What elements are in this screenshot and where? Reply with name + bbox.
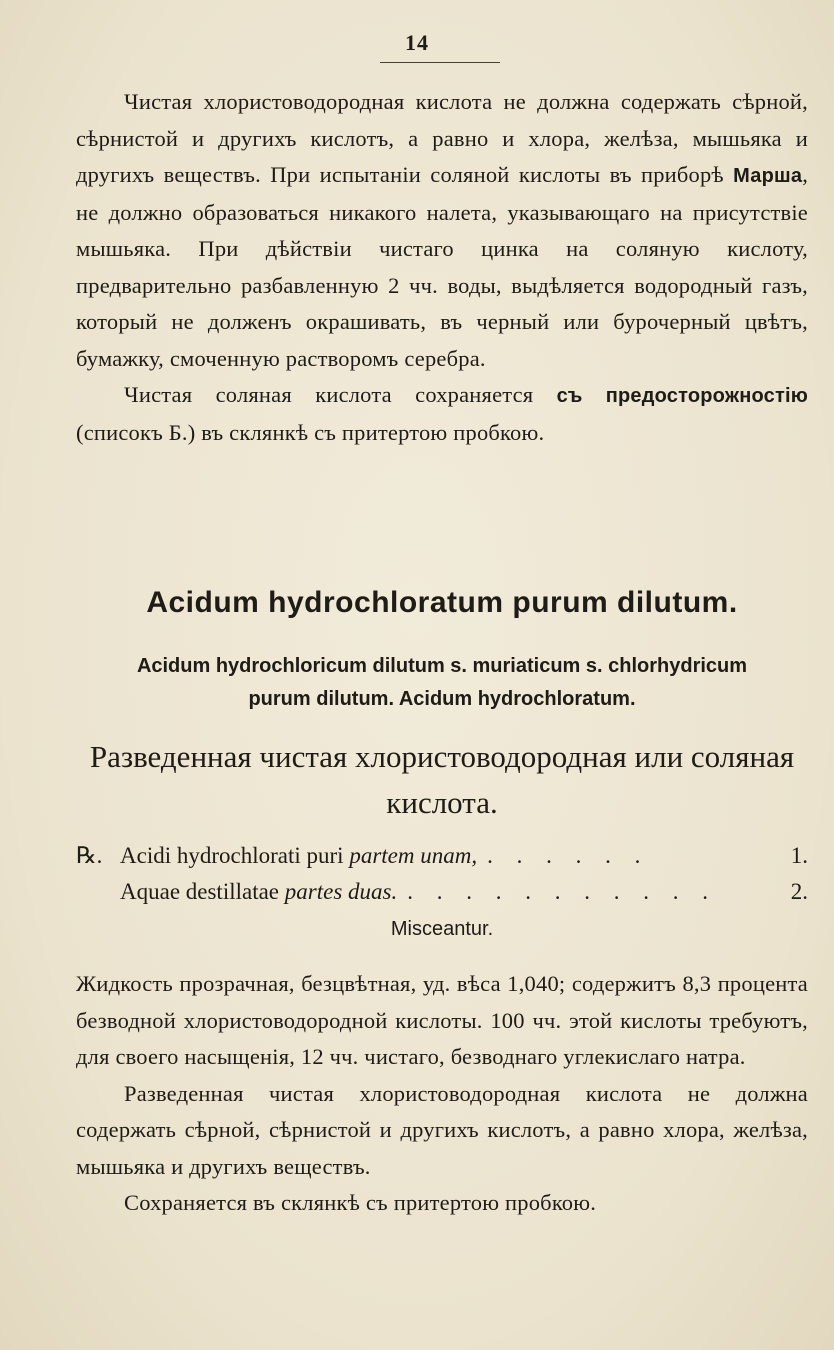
synonyms-line: purum dilutum. Acidum hydrochloratum. [248, 688, 636, 710]
paragraph-purity-requirements [76, 84, 808, 377]
recipe [76, 838, 808, 910]
article-russian-title: Разведенная чистая хлористоводородная или соляная кислота. [89, 739, 795, 820]
rx-symbol: ℞. [76, 843, 103, 868]
paragraph-text: (списокъ Б.) въ склянкѣ съ притертою пробкою. [76, 419, 545, 445]
recipe-instruction: Misceantur. [390, 918, 494, 940]
synonyms-line: Acidum hydrochloricum dilutum s. muriaticum s. chlorhydricum [136, 655, 748, 677]
recipe-ingredient: Acidi hydrochlorati puri partem unam, [120, 843, 478, 868]
page-number: 14 [405, 30, 429, 55]
paragraph-storage-diluted: Сохраняется въ склянкѣ съ притертою пробкою. [124, 1190, 597, 1215]
paragraph-purity-requirements-diluted: Разведенная чистая хлористоводородная кислота не должна содержать сѣрной, сѣрнистой и другихъ кислотъ, а равно хлора, желѣза, мышьяка и другихъ веществъ. [76, 1080, 808, 1179]
paragraph-text: Чистая хлористоводородная кислота не должна содержать сѣрной, сѣрнистой и другихъ кислотъ, а равно и хлора, желѣза, мышьяка и другихъ веществъ. При испытаніи соляной кислоты въ приборѣ [76, 89, 808, 187]
paragraph-properties: Жидкость прозрачная, безцвѣтная, уд. вѣса 1,040; содержитъ 8,3 процента безводной хлористоводородной кислоты. 100 чч. этой кислоты требуютъ, для своего насыщенія, 12 чч. чистаго, безводнаго углекислаго натра. [76, 971, 808, 1069]
recipe-row [76, 838, 808, 874]
paragraph-text: , не должно образоваться никакого налета, указывающаго на присутствіе мышьяка. При дѣйствіи чистаго цинка на соляную кислоту, предварительно разбавленную 2 чч. воды, выдѣляется водородный газъ, который не долженъ окрашивать, въ черный или бурочерный цвѣтъ, бумажку, смоченную растворомъ серебра. [76, 162, 809, 371]
bottom-text-block [76, 966, 808, 1222]
page-number-rule [380, 62, 500, 63]
recipe-dot-leader: . . . . . . . . . . . [407, 879, 717, 904]
caution-term: съ предосторожностію [556, 385, 808, 407]
recipe-amount: 2. [790, 879, 808, 904]
article-synonyms [76, 650, 808, 716]
recipe-quantity-text: partes duas. [284, 879, 398, 904]
top-text-block [76, 84, 808, 451]
paragraph-text: Чистая соляная кислота сохраняется [124, 382, 534, 407]
recipe-amount: 1. [790, 843, 808, 868]
paragraph-storage [76, 377, 808, 451]
marsh-apparatus-term: Марша [733, 165, 803, 187]
recipe-ingredient: Aquae destillatae partes duas. [120, 879, 398, 904]
recipe-row [76, 874, 808, 910]
article-title: Acidum hydrochloratum purum dilutum. [146, 586, 738, 619]
recipe-dot-leader: . . . . . . [487, 843, 650, 868]
recipe-quantity-text: partem unam, [349, 843, 478, 868]
